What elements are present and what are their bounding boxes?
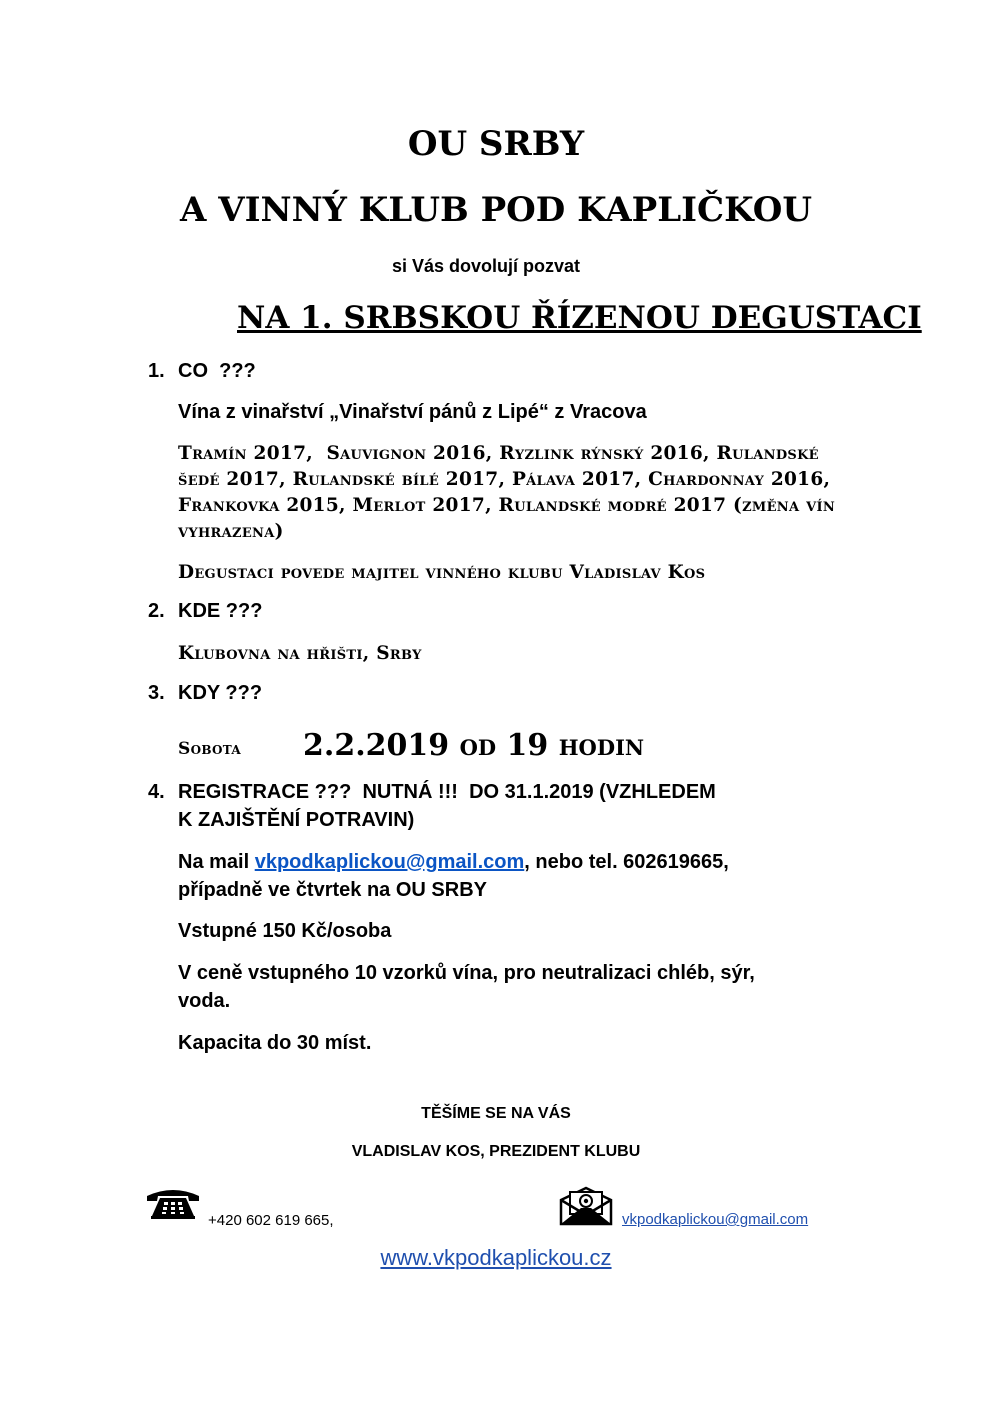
section-2-number: 2. <box>148 600 165 622</box>
envelope-icon <box>559 1186 613 1226</box>
wine-list-line-1: Tramín 2017, Sauvignon 2016, Ryzlink rýnský 2016, Rulandské <box>178 443 819 464</box>
telephone-icon <box>144 1186 202 1220</box>
mail-line <box>178 851 729 874</box>
mail-prefix: Na mail <box>178 851 255 873</box>
subtitle: si Vás dovolují pozvat <box>392 256 581 276</box>
host-line: Degustaci povede majitel vinného klubu Vladislav Kos <box>178 562 706 583</box>
venue: Klubovna na hřišti, Srby <box>178 643 422 664</box>
mail-suffix: , nebo tel. 602619665, <box>524 851 729 873</box>
wine-list-line-3: Frankovka 2015, Merlot 2017, Rulandské modré 2017 (změna vín <box>178 495 836 516</box>
website-link[interactable]: www.vkpodkaplickou.cz <box>380 1245 612 1270</box>
mail-line-2: případně ve čtvrtek na OU SRBY <box>178 879 487 901</box>
registration-heading-1: REGISTRACE ??? NUTNÁ !!! DO 31.1.2019 (VZHLEDEM <box>178 781 716 803</box>
footer-email-link[interactable]: vkpodkaplickou@gmail.com <box>622 1211 809 1228</box>
event-day: Sobota <box>178 739 241 759</box>
wine-source: Vína z vinařství „Vinařství pánů z Lipé“ z Vracova <box>178 401 647 423</box>
greeting: TĚŠÍME SE NA VÁS <box>421 1105 571 1122</box>
section-3-heading: KDY ??? <box>178 682 263 704</box>
event-title: NA 1. SRBSKOU ŘÍZENOU DEGUSTACI <box>237 300 922 336</box>
section-3-number: 3. <box>148 682 165 704</box>
section-1-heading: CO ??? <box>178 360 256 382</box>
signature: VLADISLAV KOS, PREZIDENT KLUBU <box>351 1143 641 1160</box>
phone-number: +420 602 619 665, <box>208 1212 334 1229</box>
section-2-heading: KDE ??? <box>178 600 263 622</box>
mail-link[interactable]: vkpodkaplickou@gmail.com <box>254 851 525 873</box>
website-row <box>0 1245 992 1271</box>
section-4-number: 4. <box>148 781 165 803</box>
price-includes-1: V ceně vstupného 10 vzorků vína, pro neutralizaci chléb, sýr, <box>178 962 755 984</box>
header-line-2: A VINNÝ KLUB POD KAPLIČKOU <box>180 190 812 230</box>
header-line-1: OU SRBY <box>407 124 585 164</box>
wine-list-line-2: šedé 2017, Rulandské bílé 2017, Pálava 2017, Chardonnay 2016, <box>178 469 831 490</box>
registration-heading-2: K ZAJIŠTĚNÍ POTRAVIN) <box>178 809 415 831</box>
wine-list-line-4: vyhrazena) <box>178 521 284 542</box>
capacity: Kapacita do 30 míst. <box>178 1032 372 1054</box>
price-includes-2: voda. <box>178 990 231 1012</box>
entry-fee: Vstupné 150 Kč/osoba <box>178 920 392 942</box>
event-datetime: 2.2.2019 od 19 hodin <box>303 728 645 763</box>
section-1-number: 1. <box>148 360 165 382</box>
